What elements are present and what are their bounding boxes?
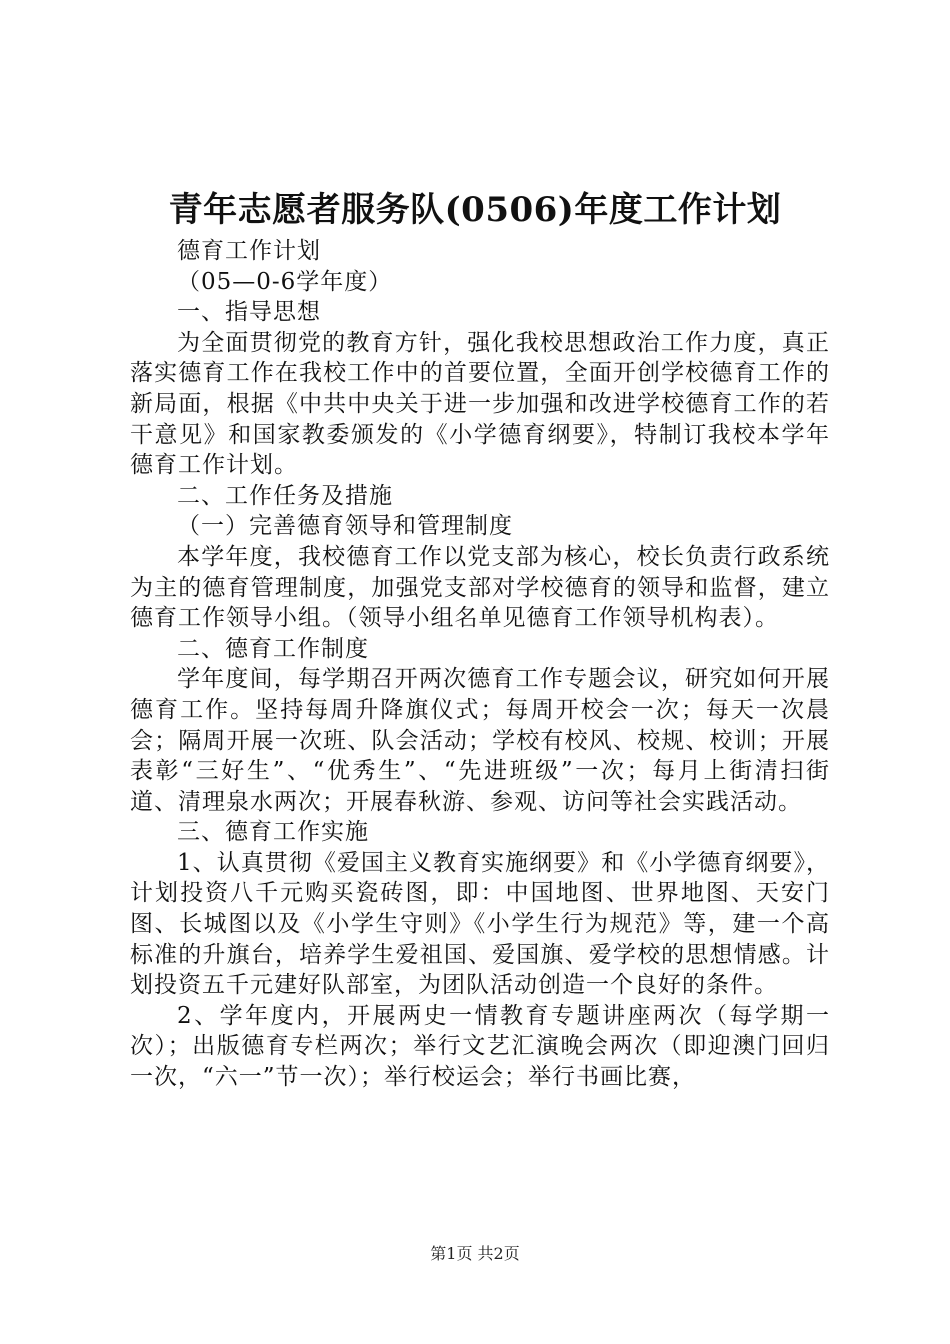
paragraph-implementation-1: 1、认真贯彻《爱国主义教育实施纲要》和《小学德育纲要》，计划投资八千元购买瓷砖图，即：中国地图、世界地图、天安门图、长城图以及《小学生守则》《小学生行为规范》等，建一个高标准的升旗台，培养学生爱祖国、爱国旗、爱学校的思想情感。计划投资五千元建好队部室，为团队活动创造一个良好的条件。 bbox=[130, 849, 830, 999]
paragraph-management: 本学年度，我校德育工作以党支部为核心，校长负责行政系统为主的德育管理制度，加强党支部对学校德育的领导和监督，建立德育工作领导小组。（领导小组名单见德育工作领导机构表）。 bbox=[130, 543, 830, 632]
paragraph-work-system: 学年度间，每学期召开两次德育工作专题会议，研究如何开展德育工作。坚持每周升降旗仪式；每周开校会一次；每天一次晨会；隔周开展一次班、队会活动；学校有校风、校规、校训；开展表彰“三好生”、“优秀生”、“先进班级”一次；每月上街清扫街道、清理泉水两次；开展春秋游、参观、访问等社会实践活动。 bbox=[130, 666, 830, 815]
section-heading-implementation: 三、德育工作实施 bbox=[177, 819, 369, 846]
paragraph-implementation-2: 2、学年度内，开展两史一情教育专题讲座两次（每学期一次）；出版德育专栏两次；举行文艺汇演晚会两次（即迎澳门回归一次，“六一”节一次）；举行校运会；举行书画比赛， bbox=[130, 1002, 830, 1091]
page-footer: 第1页 共2页 bbox=[430, 1244, 520, 1263]
section-heading-tasks-measures: 二、工作任务及措施 bbox=[177, 482, 393, 509]
section-heading-guiding-ideology: 一、指导思想 bbox=[177, 299, 321, 326]
paragraph-school-year: （05—0-6学年度） bbox=[177, 268, 393, 295]
paragraph-subtitle: 德育工作计划 bbox=[177, 238, 321, 264]
document-body bbox=[130, 236, 830, 1093]
subsection-heading-management: （一）完善德育领导和管理制度 bbox=[177, 513, 513, 540]
paragraph-guiding-ideology: 为全面贯彻党的教育方针，强化我校思想政治工作力度，真正落实德育工作在我校工作中的首要位置，全面开创学校德育工作的新局面，根据《中共中央关于进一步加强和改进学校德育工作的若干意见》和国家教委颁发的《小学德育纲要》，特制订我校本学年德育工作计划。 bbox=[130, 329, 830, 479]
section-heading-work-system: 二、德育工作制度 bbox=[177, 635, 369, 662]
document-title: 青年志愿者服务队(0506)年度工作计划 bbox=[168, 190, 782, 230]
